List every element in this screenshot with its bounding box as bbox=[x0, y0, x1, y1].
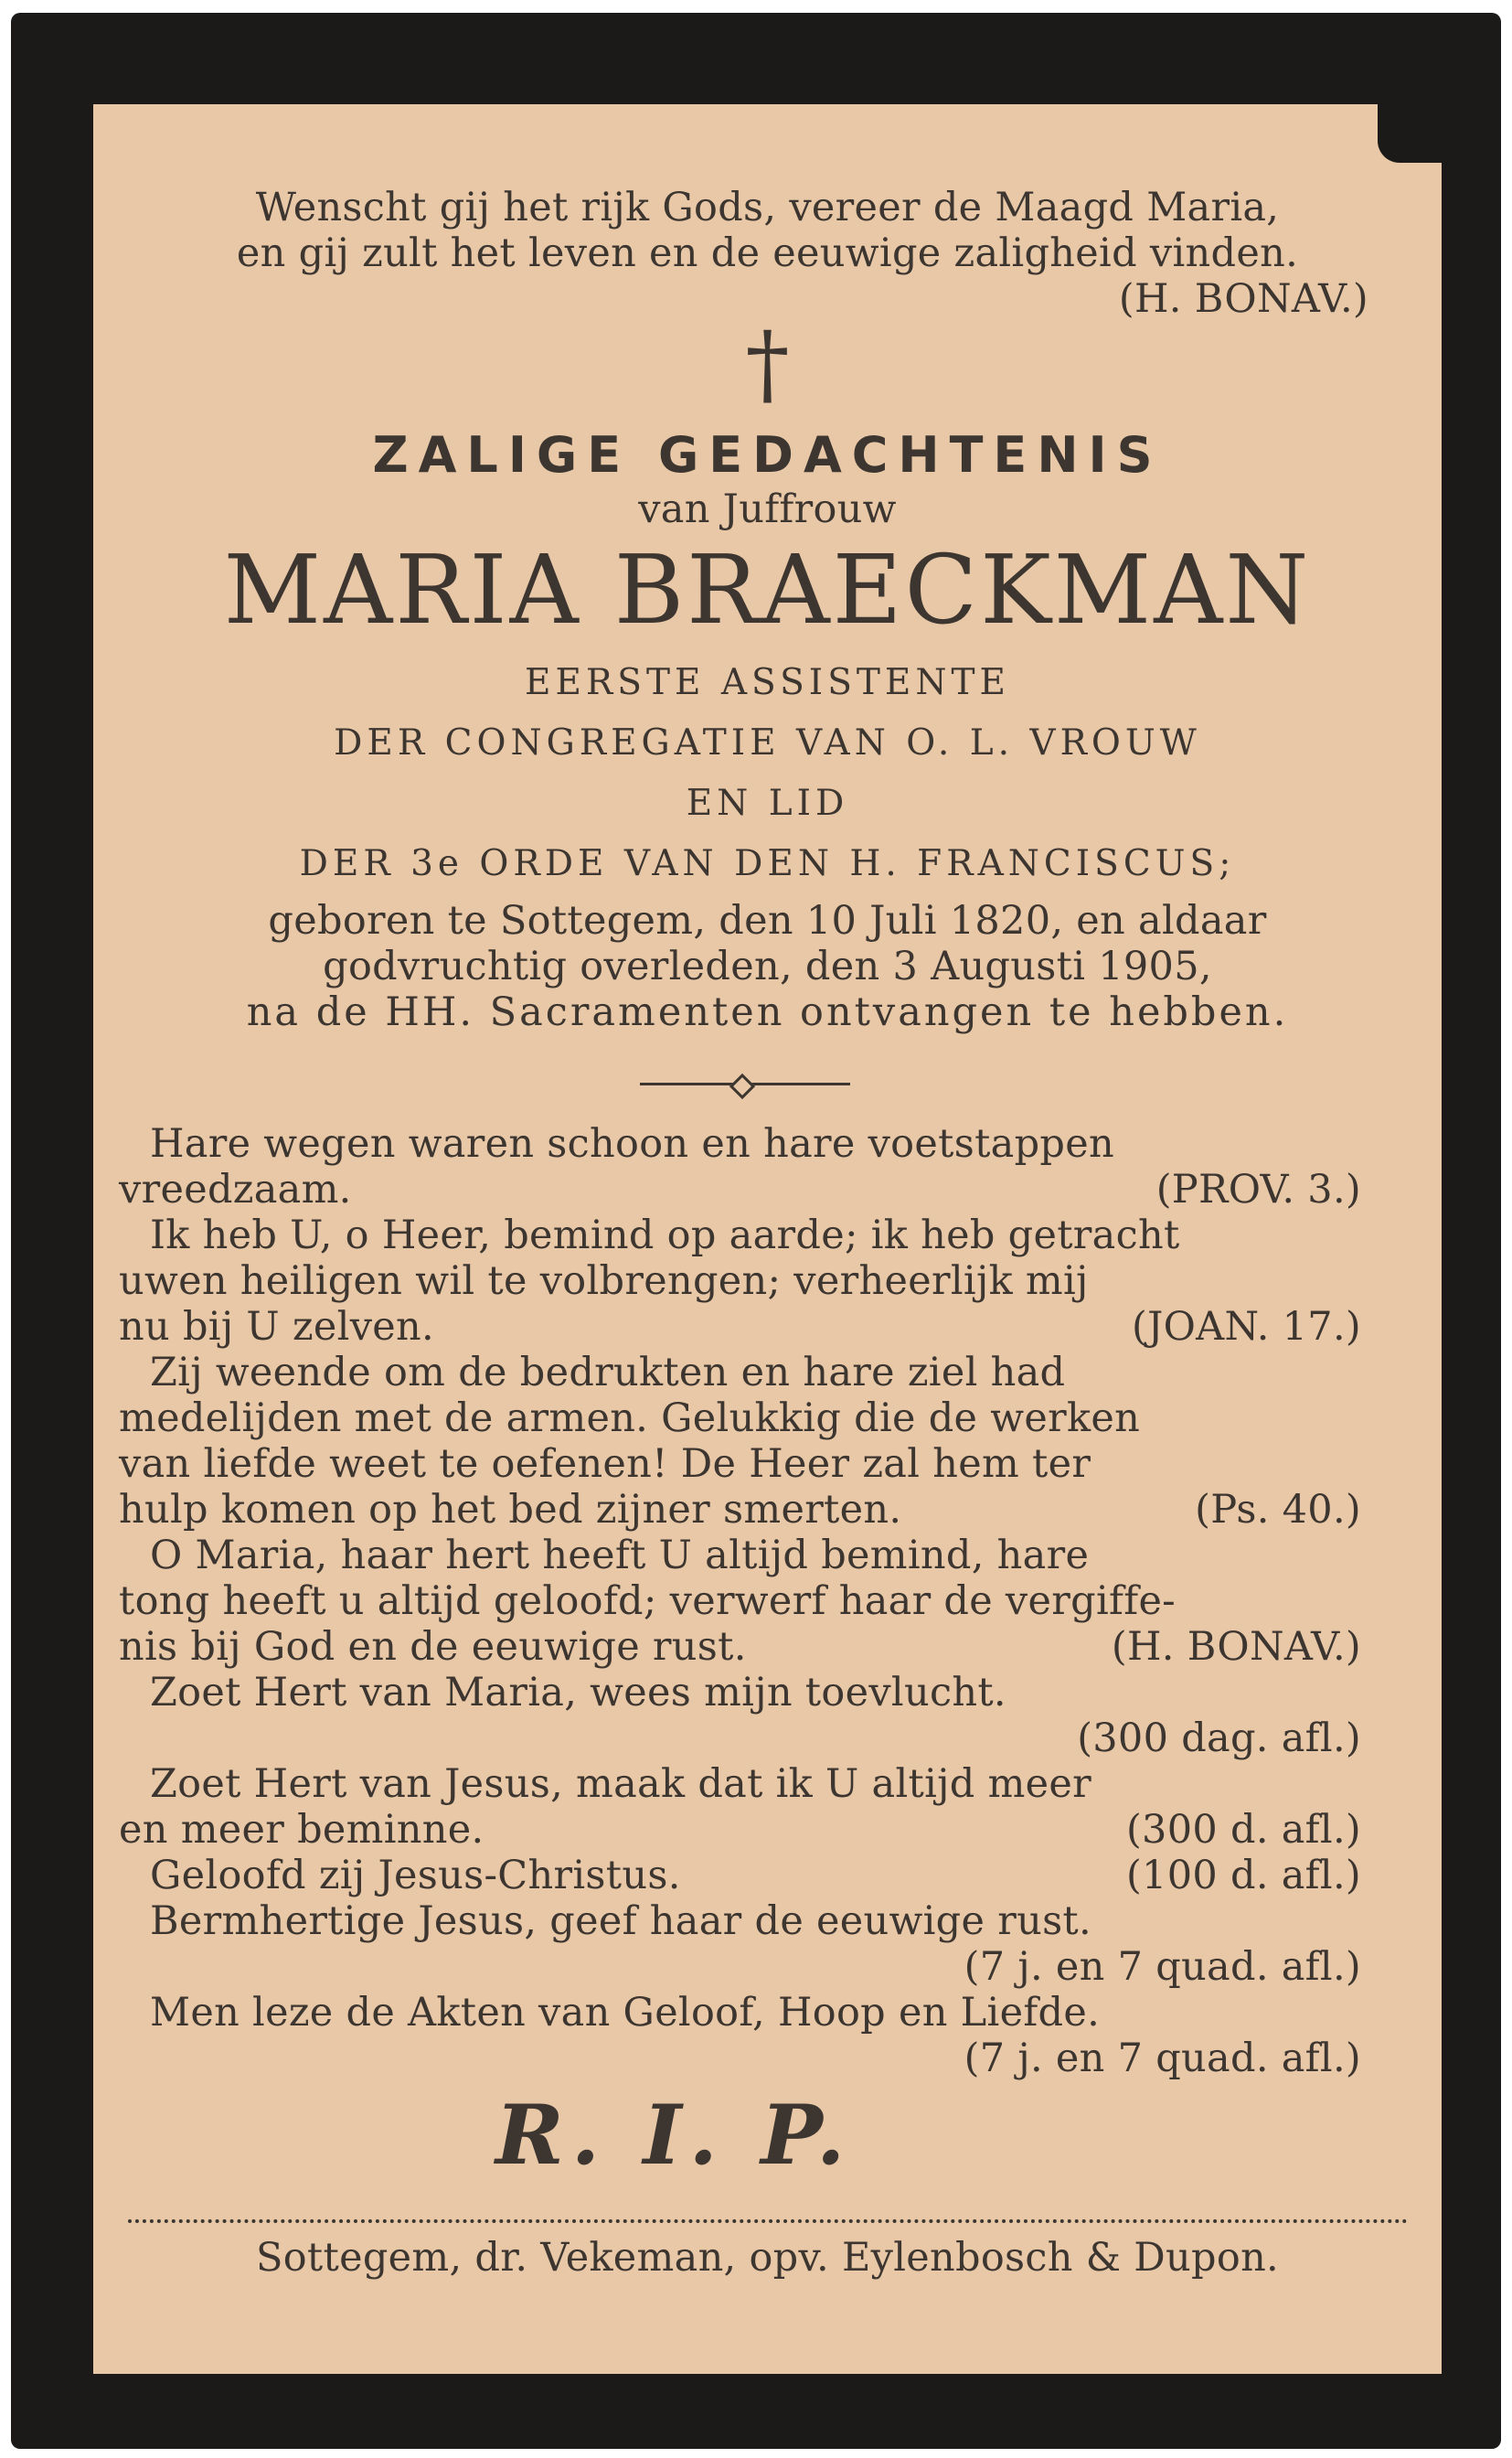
prayer-4-indulgence: (7 j. en 7 quad. afl.) bbox=[964, 1944, 1361, 1990]
verse-3-source: (Ps. 40.) bbox=[1195, 1487, 1361, 1533]
verse-2-line-1: Ik heb U, o Heer, bemind op aarde; ik heb getracht bbox=[150, 1213, 1180, 1258]
bio-line-1: geboren te Sottegem, den 10 Juli 1820, en aldaar bbox=[268, 898, 1267, 944]
bio-line-2: godvruchtig overleden, den 3 Augusti 1905, bbox=[323, 944, 1212, 989]
printer-imprint: Sottegem, dr. Vekeman, opv. Eylenbosch & Dupon. bbox=[255, 2235, 1280, 2281]
verse-2-line-2: uwen heiligen wil te volbrengen; verheerlijk mij bbox=[119, 1258, 1089, 1304]
verse-3-line-1: Zij weende om de bedrukten en hare ziel had bbox=[150, 1350, 1066, 1395]
rip-inscription: R. I. P. bbox=[495, 2087, 853, 2184]
heading-zalige-gedachtenis: ZALIGE GEDACHTENIS bbox=[372, 426, 1163, 484]
prayer-5-indulgence: (7 j. en 7 quad. afl.) bbox=[964, 2036, 1361, 2081]
title-line-1: EERSTE ASSISTENTE bbox=[524, 662, 1011, 703]
ornament-diamond-icon bbox=[729, 1074, 755, 1099]
prayer-2-indulgence: (300 d. afl.) bbox=[1125, 1807, 1361, 1853]
verse-1-line-1: Hare wegen waren schoon en hare voetstappen bbox=[150, 1121, 1114, 1167]
prayer-3-indulgence: (100 d. afl.) bbox=[1125, 1853, 1361, 1898]
motto-line-1: Wenscht gij het rijk Gods, vereer de Maagd Maria, bbox=[255, 185, 1280, 230]
memorial-card-border bbox=[11, 13, 1501, 2449]
dotted-rule bbox=[128, 2219, 1408, 2223]
prayer-5: Men leze de Akten van Geloof, Hoop en Liefde. bbox=[150, 1990, 1101, 2036]
deceased-name: MARIA BRAECKMAN bbox=[223, 534, 1312, 646]
verse-4-source: (H. BONAV.) bbox=[1111, 1624, 1361, 1670]
title-line-2: DER CONGREGATIE VAN O. L. VROUW bbox=[334, 722, 1201, 764]
title-line-4: DER 3e ORDE VAN DEN H. FRANCISCUS; bbox=[299, 843, 1236, 884]
prayer-3: Geloofd zij Jesus-Christus. bbox=[150, 1853, 681, 1898]
prayer-4: Bermhertige Jesus, geef haar de eeuwige rust. bbox=[150, 1898, 1091, 1944]
prayer-1: Zoet Hert van Maria, wees mijn toevlucht. bbox=[150, 1670, 1006, 1715]
memorial-card-paper bbox=[93, 104, 1442, 2374]
verse-3-line-4: hulp komen op het bed zijner smerten. bbox=[119, 1487, 902, 1533]
verse-3-line-2: medelijden met de armen. Gelukkig die de werken bbox=[119, 1395, 1141, 1441]
motto-line-2: en gij zult het leven en de eeuwige zaligheid vinden. bbox=[236, 230, 1299, 276]
verse-4-line-1: O Maria, haar hert heeft U altijd bemind, hare bbox=[150, 1533, 1090, 1578]
prayer-1-indulgence: (300 dag. afl.) bbox=[1077, 1715, 1361, 1761]
torn-corner bbox=[1378, 104, 1442, 163]
verse-2-source: (JOAN. 17.) bbox=[1132, 1304, 1361, 1350]
title-line-3: EN LID bbox=[686, 783, 849, 824]
verse-4-line-2: tong heeft u altijd geloofd; verwerf haar de vergiffe- bbox=[119, 1578, 1177, 1624]
motto-source: (H. BONAV.) bbox=[1118, 276, 1368, 322]
cross-icon: † bbox=[745, 313, 790, 415]
verse-1-line-2: vreedzaam. bbox=[119, 1167, 352, 1213]
prayer-2-line-2: en meer beminne. bbox=[119, 1807, 484, 1853]
verse-1-source: (PROV. 3.) bbox=[1155, 1167, 1361, 1213]
bio-line-3: na de HH. Sacramenten ontvangen te hebben. bbox=[246, 989, 1289, 1035]
prayer-2-line-1: Zoet Hert van Jesus, maak dat ik U altijd meer bbox=[150, 1761, 1091, 1807]
verse-2-line-3: nu bij U zelven. bbox=[119, 1304, 434, 1350]
van-juffrouw: van Juffrouw bbox=[638, 486, 897, 532]
verse-3-line-3: van liefde weet te oefenen! De Heer zal hem ter bbox=[119, 1441, 1091, 1487]
verse-4-line-3: nis bij God en de eeuwige rust. bbox=[119, 1624, 747, 1670]
